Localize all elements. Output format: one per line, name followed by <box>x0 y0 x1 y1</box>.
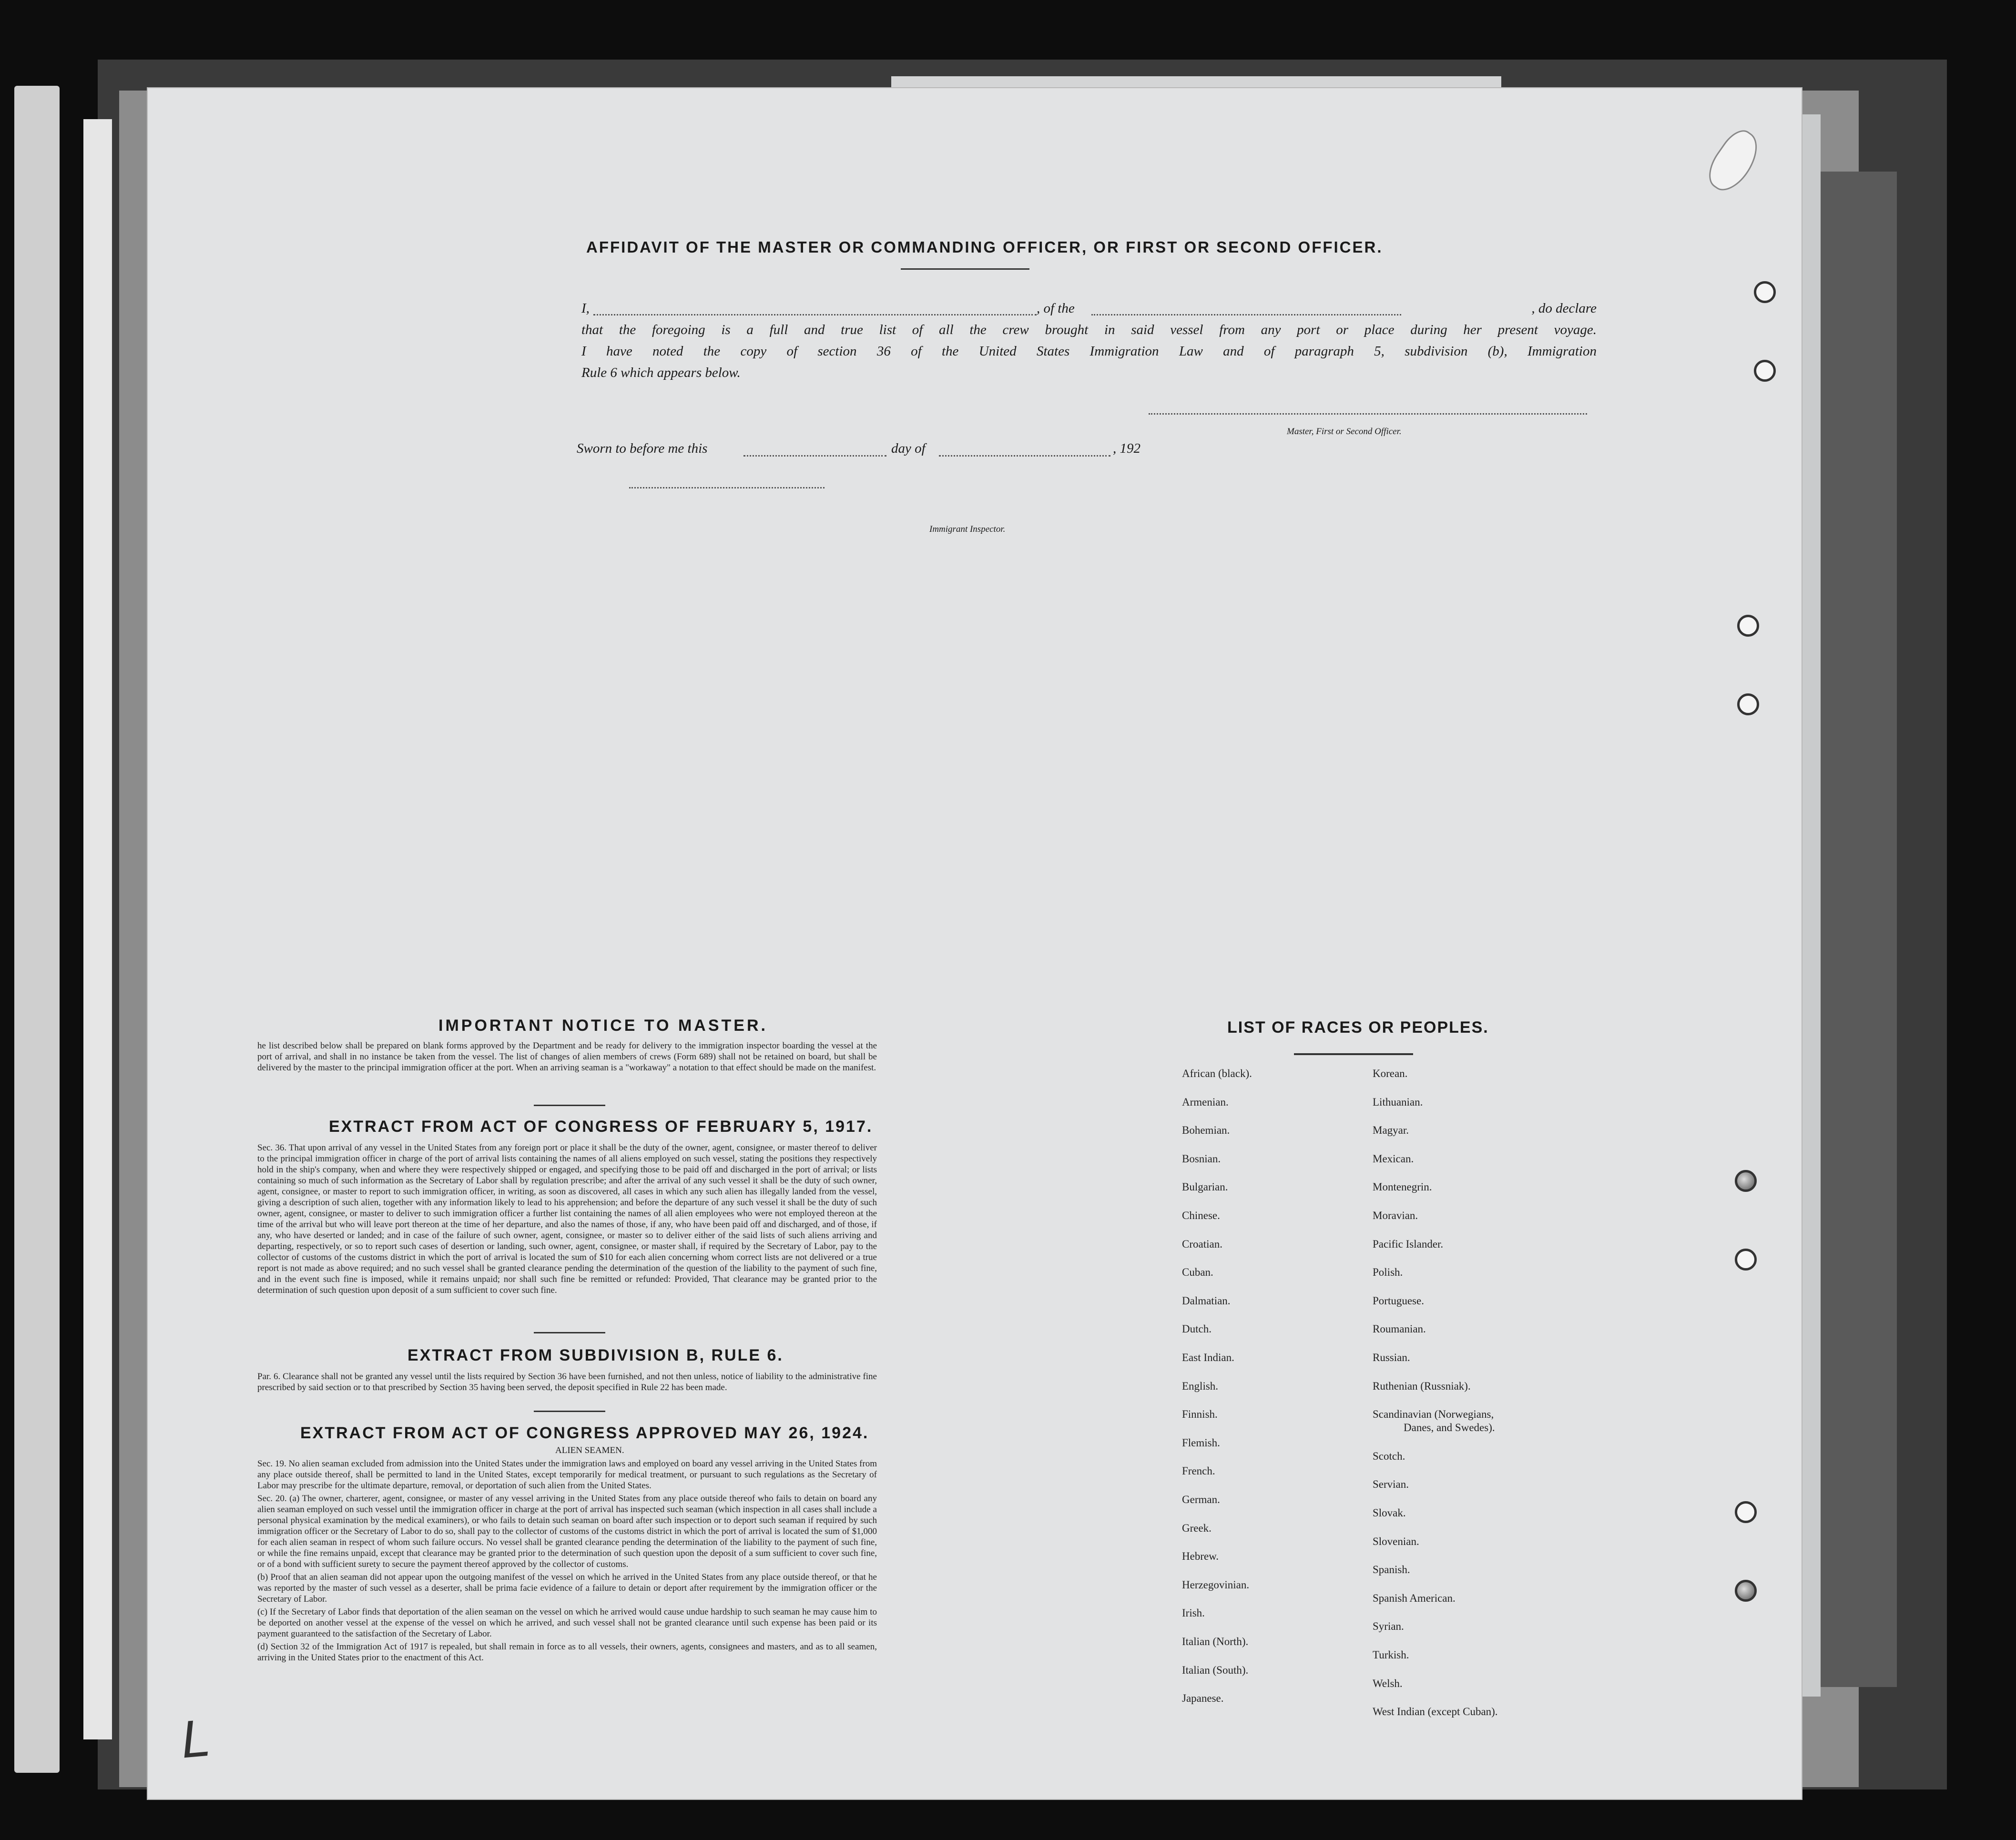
race-item: Italian (North). <box>1182 1636 1249 1647</box>
race-item: Scotch. <box>1373 1450 1405 1462</box>
punch-hole <box>1737 693 1759 715</box>
race-item: Spanish. <box>1373 1564 1410 1576</box>
extract-1924-title: EXTRACT FROM ACT OF CONGRESS APPROVED MAY 26, 1924. <box>300 1424 869 1442</box>
race-item: Roumanian. <box>1373 1323 1426 1335</box>
race-item: Finnish. <box>1182 1408 1218 1421</box>
race-item: Montenegrin. <box>1373 1181 1432 1193</box>
race-item: Slovenian. <box>1373 1535 1419 1547</box>
sec20a-paragraph: Sec. 20. (a) The owner, charterer, agent, consignee, or master of any vessel arriving in the United States from any place outside thereof who fails to detain on board any alien seaman employed on such vessel until the immigration officer in charge at the port of arrival has inspected such seaman (which inspection in all cases shall include a personal physical examination by the medical examiners), or who fails to detain such seaman on board after such inspection or to deport such seaman if required by such immigration officer or the Secretary of Labor to do so, shall pay to the collector of customs of the customs district in which the port of arrival is located the sum of $1,000 for each alien seaman in respect of whom such failure occurs. No vessel shall be granted clearance pending the determination of the liability to the payment of such fine, or while the fine remains unpaid, except that clearance may be granted prior to the determination of such question upon the deposit of a sum sufficient to cover such fine, or of a bond with sufficient surety to secure the payment thereof approved by the collector of customs. <box>257 1494 877 1569</box>
race-item: Armenian. <box>1182 1096 1229 1108</box>
notice-rule <box>534 1105 605 1106</box>
name-blank[interactable] <box>593 302 1037 315</box>
race-item: Bulgarian. <box>1182 1181 1228 1193</box>
race-item: Hebrew. <box>1182 1550 1219 1563</box>
sworn-line <box>577 441 1196 460</box>
extract-1917-body: Sec. 36. That upon arrival of any vessel in the United States from any foreign port or place it shall be the duty of the owner, agent, consignee, or master thereof to deliver to the principal immigration officer in charge of the port of arrival lists containing the names of all aliens employed on such vessel, stating the positions they respectively hold in the ship's company, when and where they were respectively shipped or engaged, and specifying those to be paid off and discharged in the port of arrival; or lists containing so much of such information as the Secretary of Labor shall by regulation prescribe; and after the arrival of any such vessel it shall be the duty of such owner, agent, consignee, or master to report to such immigration officer, in writing, as soon as discovered, all cases in which any such alien has illegally landed from the vessel, giving a description of such alien, together with any information likely to lead to his apprehension; and before the departure of any such vessel it shall be the duty of such owner, agent, consignee, or master to deliver to such immigration officer a further list containing the names of all alien employees who were not employed thereon at the time of the arrival but who will leave port thereon at the time of her departure, and also the names of those, if any, who have been paid off and discharged, and of those, if any, who have deserted or landed; and in case of the failure of such owner, agent, consignee, or master so to deliver either of the said lists of such aliens arriving and departing, respectively, or so to report such cases of desertion or landing, such owner, agent, consignee, or master shall, if required by the Secretary of Labor, pay to the collector of customs of the customs district in which the port of arrival is located the sum of $10 for each alien concerning whom correct lists are not delivered or a true report is not made as above required; and no such vessel shall be granted clearance pending the determination of the question of the liability to the payment of such fine, and in the event such fine is imposed, while it remains unpaid; nor shall such fine be remitted or refunded: Provided, That clearance may be granted prior to the determination of such question upon deposit of a sum sufficient to cover such fine. <box>257 1143 877 1295</box>
sworn-month-blank[interactable] <box>939 444 1110 457</box>
race-item: Portuguese. <box>1373 1294 1424 1307</box>
race-item: Scandinavian (Norwegians, <box>1373 1408 1494 1421</box>
year-text: , 192 <box>1113 441 1140 456</box>
sworn-day-blank[interactable] <box>743 444 886 457</box>
punch-hole <box>1735 1501 1757 1523</box>
notice-title: IMPORTANT NOTICE TO MASTER. <box>438 1017 768 1035</box>
race-item: Magyar. <box>1373 1124 1409 1137</box>
punch-hole <box>1735 1249 1757 1271</box>
race-item: Ruthenian (Russniak). <box>1373 1380 1471 1392</box>
vessel-blank[interactable] <box>1091 302 1401 315</box>
notice-body: he list described below shall be prepared on blank forms approved by the Department and be ready for delivery to the immigration inspector boarding the vessel at the port of arrival, and shall in no instance be taken from the vessel. The list of changes of alien members of crews (Form 689) shall not be retained on board, but shall be delivered by the master to the principal immigration officer at the port. When an arriving seaman is a "workaway" a notation to that effect should be made on the manifest. <box>257 1041 877 1073</box>
punch-hole <box>1754 360 1776 382</box>
binding-edge <box>83 119 112 1739</box>
affidavit-declare: , do declare <box>1531 301 1597 316</box>
sec20d-paragraph: (d) Section 32 of the Immigration Act of 1917 is repealed, but shall remain in force as to all vessels, their owners, agents, consignees and masters, and as to all seamen, arriving in the United States prior to the enactment of this Act. <box>257 1642 877 1663</box>
race-item: Japanese. <box>1182 1692 1224 1705</box>
race-item: Welsh. <box>1373 1677 1403 1689</box>
race-item: German. <box>1182 1494 1220 1505</box>
extract-1917-rule <box>534 1332 605 1333</box>
signature-line[interactable] <box>1149 412 1587 415</box>
affidavit-line3: I have noted the copy of section 36 of the United States Immigration Law and of paragraph 5, subdivision (b), Immigration <box>581 344 1597 359</box>
sec20c-paragraph: (c) If the Secretary of Labor finds that deportation of the alien seaman on the vessel on which he arrived would cause undue hardship to such seaman he may cause him to be deported on another vessel at the expense of the vessel on which he arrived, and such vessel shall not be granted clearance until such expense has been paid or its payment guaranteed to the satisfaction of the Secretary of Labor. <box>257 1607 877 1639</box>
punch-hole <box>1754 281 1776 303</box>
rule6-title: EXTRACT FROM SUBDIVISION B, RULE 6. <box>407 1346 784 1364</box>
race-item: Korean. <box>1373 1067 1408 1079</box>
signature-label: Master, First or Second Officer. <box>1287 427 1402 437</box>
race-item: Pacific Islander. <box>1373 1238 1444 1250</box>
race-item: Greek. <box>1182 1522 1212 1534</box>
race-item: Servian. <box>1373 1478 1409 1491</box>
punch-hole <box>1735 1580 1757 1602</box>
rule6-rule <box>534 1411 605 1412</box>
sec20b-paragraph: (b) Proof that an alien seaman did not appear upon the outgoing manifest of the vessel on which he arrived in the United States from any place outside thereof, or that he was reported by the master of such vessel as a deserter, shall be prima facie evidence of a failure to detain or deport after requirement by the immigration officer or the Secretary of Labor. <box>257 1572 877 1604</box>
rule6-body: Par. 6. Clearance shall not be granted any vessel until the lists required by Section 36 have been furnished, and not then unless, notice of liability to the administrative fine prescribed by said section or to that prescribed by Section 35 having been served, the deposit specified in Rule 22 has been made. <box>257 1372 877 1393</box>
extract-1917-title: EXTRACT FROM ACT OF CONGRESS OF FEBRUARY 5, 1917. <box>329 1118 873 1136</box>
race-item: Bohemian. <box>1182 1124 1230 1137</box>
punch-hole <box>1735 1170 1757 1192</box>
race-item: Turkish. <box>1373 1649 1409 1661</box>
race-item: Moravian. <box>1373 1210 1418 1221</box>
extract-1924-body <box>257 1458 877 1663</box>
affidavit-i: I, <box>581 301 590 316</box>
race-item: Flemish. <box>1182 1436 1220 1449</box>
race-item: Cuban. <box>1182 1266 1213 1279</box>
race-item: Slovak. <box>1373 1507 1406 1519</box>
punch-hole <box>1737 615 1759 637</box>
race-item: Russian. <box>1373 1352 1410 1363</box>
race-item: East Indian. <box>1182 1352 1234 1363</box>
race-item: Irish. <box>1182 1607 1205 1619</box>
inspector-line[interactable] <box>629 486 825 488</box>
races-title: LIST OF RACES OR PEOPLES. <box>1227 1018 1489 1037</box>
inspector-label: Immigrant Inspector. <box>929 524 1006 534</box>
sworn-text: Sworn to before me this <box>577 441 708 456</box>
race-item: French. <box>1182 1465 1215 1477</box>
race-item: Dalmatian. <box>1182 1294 1231 1307</box>
document-page <box>148 88 1802 1799</box>
binding-strip <box>14 86 60 1773</box>
affidavit-of-the: , of the <box>1037 301 1075 316</box>
race-item: Polish. <box>1373 1266 1403 1279</box>
race-item: West Indian (except Cuban). <box>1373 1706 1498 1718</box>
race-item: Syrian. <box>1373 1620 1404 1633</box>
affidavit-title: AFFIDAVIT OF THE MASTER OR COMMANDING OFFICER, OR FIRST OR SECOND OFFICER. <box>586 238 1383 256</box>
alien-seamen-subtitle: ALIEN SEAMEN. <box>555 1445 624 1455</box>
handwritten-mark: L <box>178 1708 213 1769</box>
race-item: Bosnian. <box>1182 1152 1221 1165</box>
sec19-paragraph: Sec. 19. No alien seaman excluded from admission into the United States under the immigration laws and employed on board any vessel arriving in the United States from any place outside thereof, shall be permitted to land in the United States, except temporarily for medical treatment, or pursuant to such regulations as the Secretary of Labor may prescribe for the ultimate departure, removal, or deportation of such alien from the United States. <box>257 1459 877 1491</box>
affidavit-body <box>581 298 1597 384</box>
races-rule <box>1294 1053 1413 1055</box>
torn-corner <box>1700 124 1767 198</box>
race-item: Danes, and Swedes). <box>1404 1422 1495 1434</box>
race-item: Chinese. <box>1182 1210 1220 1221</box>
race-item: Mexican. <box>1373 1152 1414 1165</box>
race-item: Italian (South). <box>1182 1664 1249 1676</box>
race-item: Dutch. <box>1182 1323 1212 1335</box>
race-item: African (black). <box>1182 1067 1252 1079</box>
title-rule <box>901 268 1029 270</box>
affidavit-line2: that the foregoing is a full and true list of all the crew brought in said vessel from any port or place during her present voyage. <box>581 322 1597 337</box>
race-item: English. <box>1182 1380 1219 1392</box>
race-item: Lithuanian. <box>1373 1096 1423 1108</box>
affidavit-line4: Rule 6 which appears below. <box>581 365 741 380</box>
race-item: Herzegovinian. <box>1182 1578 1250 1591</box>
day-of-text: day of <box>891 441 926 456</box>
race-item: Spanish American. <box>1373 1592 1456 1604</box>
race-item: Croatian. <box>1182 1238 1222 1250</box>
